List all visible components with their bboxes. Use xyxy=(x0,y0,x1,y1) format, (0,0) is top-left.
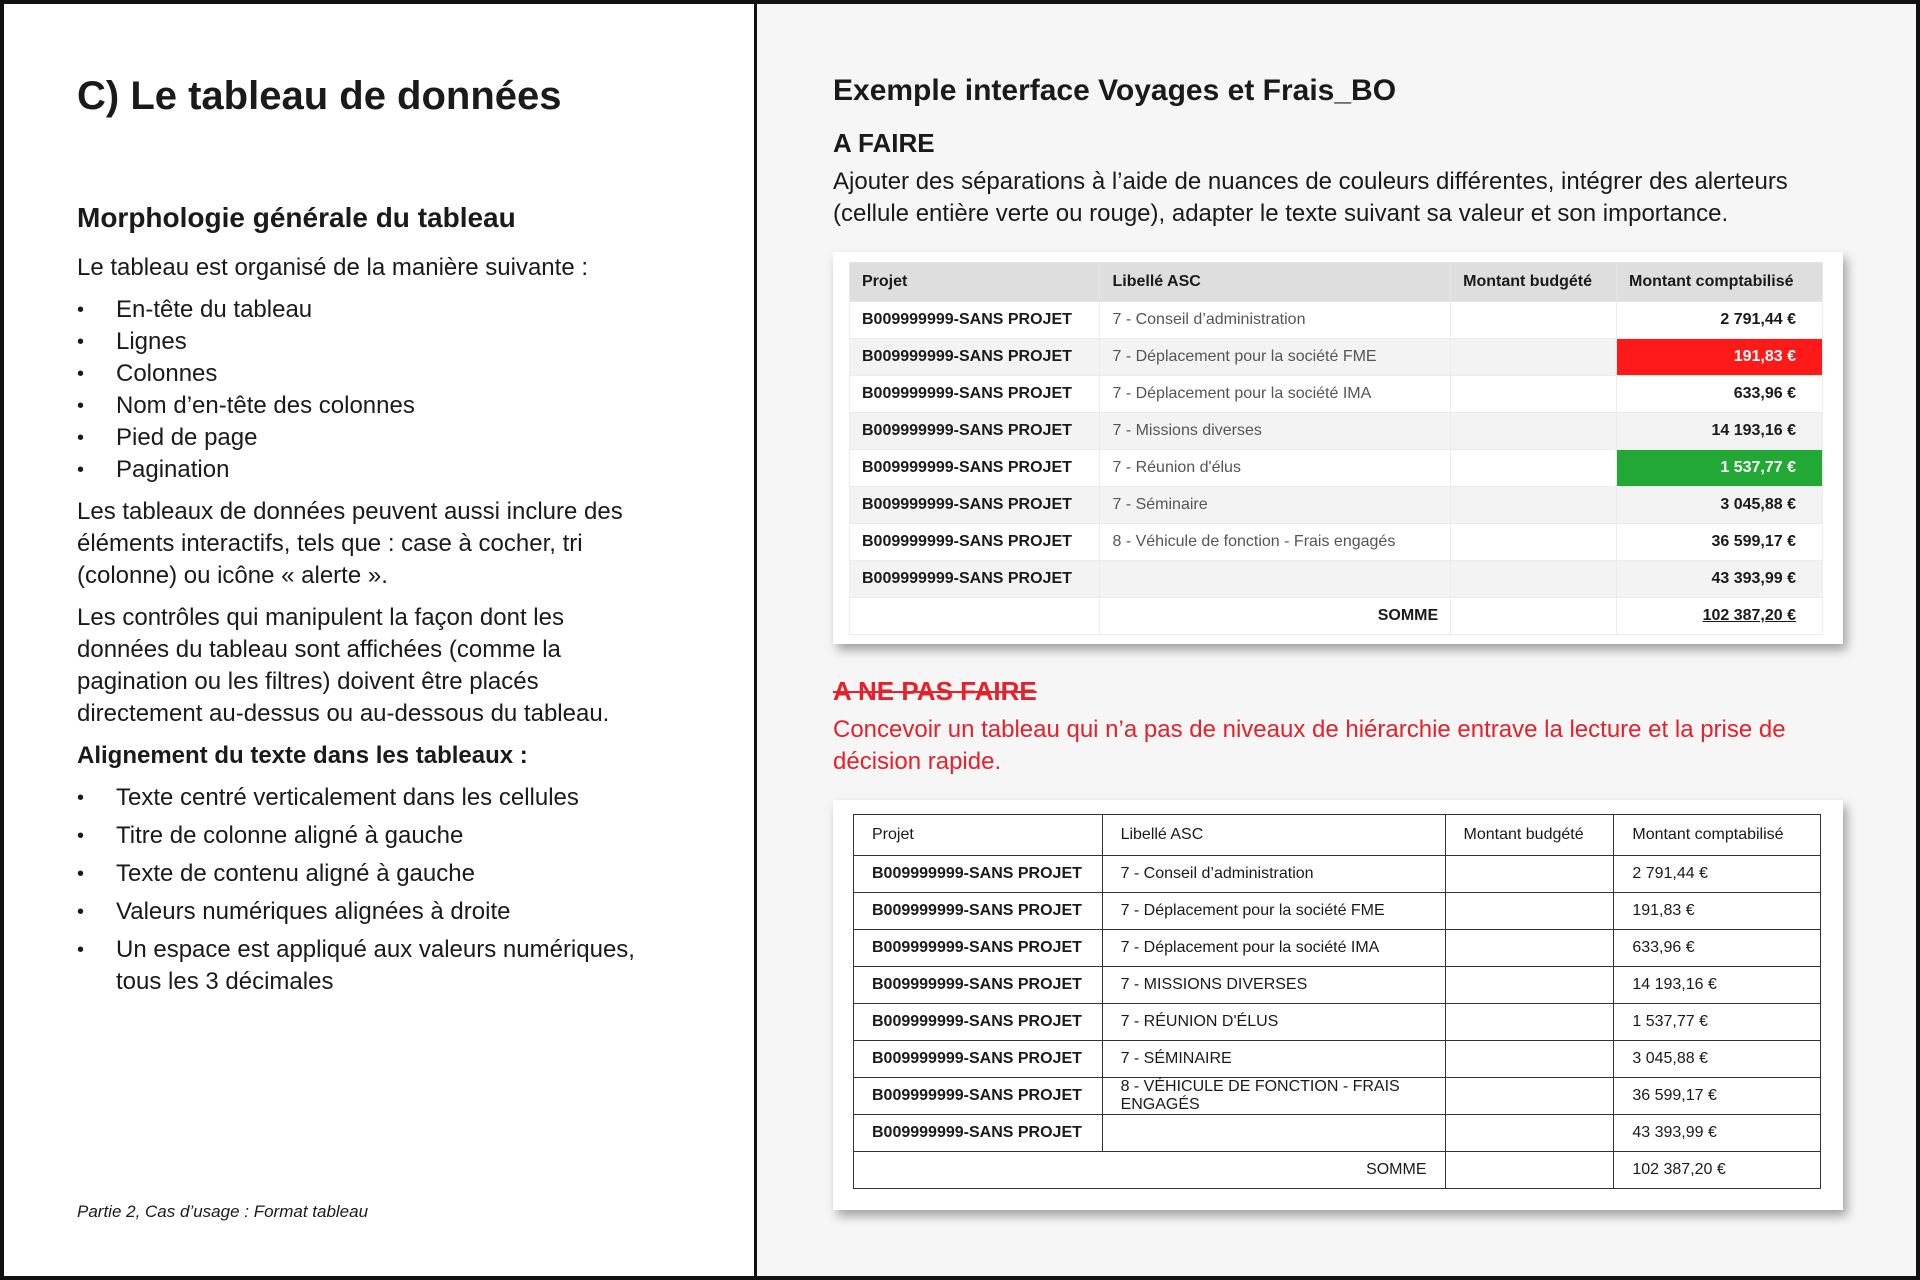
table-row[interactable] xyxy=(854,930,1821,967)
paragraph-interactive: Les tableaux de données peuvent aussi inclure des éléments interactifs, tels que : case à cocher, tri (colonne) ou icône « alerte ». xyxy=(77,498,623,589)
cell-libelle: 8 - Véhicule de fonction - Frais engagés xyxy=(1100,524,1451,561)
cell-projet: B009999999-SANS PROJET xyxy=(850,339,1100,376)
table-row[interactable] xyxy=(854,1004,1821,1041)
table-row[interactable] xyxy=(854,1078,1821,1115)
table-row[interactable] xyxy=(850,450,1823,487)
table-row[interactable] xyxy=(850,339,1823,376)
left-panel xyxy=(4,4,757,1276)
structure-list xyxy=(77,294,637,486)
cell-projet: B009999999-SANS PROJET xyxy=(850,487,1100,524)
left-body xyxy=(77,252,637,1008)
list-item: • Titre de colonne aligné à gauche xyxy=(77,820,637,852)
cell-budget xyxy=(1451,487,1617,524)
table-header-row xyxy=(850,263,1823,302)
cell-compta: 191,83 € xyxy=(1614,893,1821,930)
cell-projet: B009999999-SANS PROJET xyxy=(850,413,1100,450)
cell-libelle: 7 - Missions diverses xyxy=(1100,413,1451,450)
cell-budget xyxy=(1445,1115,1614,1152)
cell-libelle: 7 - MISSIONS DIVERSES xyxy=(1102,967,1445,1004)
page-title: C) Le tableau de données xyxy=(77,74,562,118)
list-item: • Colonnes xyxy=(77,358,637,390)
cell-libelle: 7 - Déplacement pour la société FME xyxy=(1100,339,1451,376)
cell-libelle: 7 - Déplacement pour la société IMA xyxy=(1102,930,1445,967)
cell-budget xyxy=(1451,413,1617,450)
cell-compta: 43 393,99 € xyxy=(1614,1115,1821,1152)
cell-budget xyxy=(1451,524,1617,561)
sum-label: SOMME xyxy=(1100,598,1451,635)
table-row[interactable] xyxy=(854,856,1821,893)
list-item: • Un espace est appliqué aux valeurs numériques, tous les 3 décimales xyxy=(77,934,637,998)
table-row[interactable] xyxy=(850,413,1823,450)
list-item: • En-tête du tableau xyxy=(77,294,637,326)
cell-libelle: 7 - SÉMINAIRE xyxy=(1102,1041,1445,1078)
dont-text: Concevoir un tableau qui n’a pas de niveaux de hiérarchie entrave la lecture et la prise de décision rapide. xyxy=(833,716,1786,775)
cell-empty xyxy=(1451,598,1617,635)
cell-projet: B009999999-SANS PROJET xyxy=(850,524,1100,561)
sum-value: 102 387,20 € xyxy=(1614,1152,1821,1189)
table-row[interactable] xyxy=(854,1115,1821,1152)
alignment-list xyxy=(77,782,637,998)
example-title: Exemple interface Voyages et Frais_BO xyxy=(833,74,1397,107)
cell-budget xyxy=(1451,302,1617,339)
good-table xyxy=(849,262,1823,635)
cell-libelle: 7 - Déplacement pour la société IMA xyxy=(1100,376,1451,413)
list-item: • Nom d’en-tête des colonnes xyxy=(77,390,637,422)
column-header-compta[interactable]: Montant comptabilisé xyxy=(1617,263,1823,302)
cell-libelle xyxy=(1100,561,1451,598)
table-row[interactable] xyxy=(850,487,1823,524)
right-panel xyxy=(757,4,1916,1276)
cell-libelle: 7 - RÉUNION D'ÉLUS xyxy=(1102,1004,1445,1041)
footer-note: Partie 2, Cas d’usage : Format tableau xyxy=(77,1202,369,1221)
cell-libelle: 7 - Conseil d’administration xyxy=(1102,856,1445,893)
cell-compta: 14 193,16 € xyxy=(1617,413,1823,450)
column-header-projet[interactable]: Projet xyxy=(854,815,1103,856)
cell-projet: B009999999-SANS PROJET xyxy=(854,1078,1103,1115)
dont-label: A NE PAS FAIRE xyxy=(833,676,1037,706)
sum-label: SOMME xyxy=(854,1152,1446,1189)
cell-projet: B009999999-SANS PROJET xyxy=(854,1115,1103,1152)
cell-budget xyxy=(1451,561,1617,598)
section-title: Morphologie générale du tableau xyxy=(77,202,516,233)
cell-compta: 36 599,17 € xyxy=(1614,1078,1821,1115)
good-table-card xyxy=(833,252,1843,644)
table-footer-row xyxy=(854,1152,1821,1189)
column-header-budget[interactable]: Montant budgété xyxy=(1445,815,1614,856)
alignment-title: Alignement du texte dans les tableaux : xyxy=(77,742,528,769)
cell-budget xyxy=(1451,339,1617,376)
cell-compta: 633,96 € xyxy=(1614,930,1821,967)
cell-budget xyxy=(1445,967,1614,1004)
cell-compta: 3 045,88 € xyxy=(1617,487,1823,524)
cell-compta: 2 791,44 € xyxy=(1614,856,1821,893)
column-header-libelle[interactable]: Libellé ASC xyxy=(1100,263,1451,302)
cell-budget xyxy=(1445,1078,1614,1115)
cell-compta: 36 599,17 € xyxy=(1617,524,1823,561)
cell-projet: B009999999-SANS PROJET xyxy=(850,376,1100,413)
table-row[interactable] xyxy=(854,967,1821,1004)
list-item: • Valeurs numériques alignées à droite xyxy=(77,896,637,928)
cell-budget xyxy=(1445,856,1614,893)
table-header-row xyxy=(854,815,1821,856)
cell-libelle: 7 - Conseil d’administration xyxy=(1100,302,1451,339)
cell-compta: 3 045,88 € xyxy=(1614,1041,1821,1078)
intro-text: Le tableau est organisé de la manière suivante : xyxy=(77,254,588,281)
table-row[interactable] xyxy=(850,561,1823,598)
alert-cell-compta: 191,83 € xyxy=(1617,339,1823,376)
cell-projet: B009999999-SANS PROJET xyxy=(854,1004,1103,1041)
cell-budget xyxy=(1445,1004,1614,1041)
cell-libelle: 7 - Séminaire xyxy=(1100,487,1451,524)
list-item: • Texte de contenu aligné à gauche xyxy=(77,858,637,890)
sum-value: 102 387,20 € xyxy=(1617,598,1823,635)
bad-table xyxy=(853,814,1821,1189)
cell-budget xyxy=(1445,893,1614,930)
cell-libelle: 7 - Réunion d'élus xyxy=(1100,450,1451,487)
list-item: • Pagination xyxy=(77,454,637,486)
do-text: Ajouter des séparations à l’aide de nuances de couleurs différentes, intégrer des alerteurs (cellule entière verte ou rouge), adapter le texte suivant sa valeur et son importance. xyxy=(833,168,1788,227)
do-label: A FAIRE xyxy=(833,128,935,158)
table-row[interactable] xyxy=(854,1041,1821,1078)
table-footer-row xyxy=(850,598,1823,635)
cell-libelle: 7 - Déplacement pour la société FME xyxy=(1102,893,1445,930)
paragraph-controls: Les contrôles qui manipulent la façon dont les données du tableau sont affichées (comme la pagination ou les filtres) doivent être placés directement au-dessus ou au-dessous du tableau. xyxy=(77,604,610,727)
cell-compta: 14 193,16 € xyxy=(1614,967,1821,1004)
column-header-compta[interactable]: Montant comptabilisé xyxy=(1614,815,1821,856)
list-item: • Texte centré verticalement dans les cellules xyxy=(77,782,637,814)
table-row[interactable] xyxy=(850,376,1823,413)
cell-projet: B009999999-SANS PROJET xyxy=(854,1041,1103,1078)
cell-budget xyxy=(1445,1041,1614,1078)
cell-compta: 633,96 € xyxy=(1617,376,1823,413)
cell-compta: 43 393,99 € xyxy=(1617,561,1823,598)
column-header-projet[interactable]: Projet xyxy=(850,263,1100,302)
cell-budget xyxy=(1451,450,1617,487)
cell-projet: B009999999-SANS PROJET xyxy=(850,561,1100,598)
table-row[interactable] xyxy=(850,524,1823,561)
column-header-libelle[interactable]: Libellé ASC xyxy=(1102,815,1445,856)
cell-projet: B009999999-SANS PROJET xyxy=(850,302,1100,339)
list-item: • Lignes xyxy=(77,326,637,358)
list-item: • Pied de page xyxy=(77,422,637,454)
cell-libelle xyxy=(1102,1115,1445,1152)
cell-libelle: 8 - VÉHICULE DE FONCTION - FRAIS ENGAGÉS xyxy=(1102,1078,1445,1115)
cell-compta: 2 791,44 € xyxy=(1617,302,1823,339)
cell-projet: B009999999-SANS PROJET xyxy=(854,893,1103,930)
cell-compta: 1 537,77 € xyxy=(1614,1004,1821,1041)
cell-projet: B009999999-SANS PROJET xyxy=(854,967,1103,1004)
cell-empty xyxy=(1445,1152,1614,1189)
bad-table-card xyxy=(833,800,1843,1210)
table-row[interactable] xyxy=(854,893,1821,930)
table-row[interactable] xyxy=(850,302,1823,339)
cell-projet: B009999999-SANS PROJET xyxy=(854,930,1103,967)
cell-budget xyxy=(1451,376,1617,413)
cell-empty xyxy=(850,598,1100,635)
cell-projet: B009999999-SANS PROJET xyxy=(854,856,1103,893)
cell-budget xyxy=(1445,930,1614,967)
alert-cell-compta: 1 537,77 € xyxy=(1617,450,1823,487)
cell-projet: B009999999-SANS PROJET xyxy=(850,450,1100,487)
column-header-budget[interactable]: Montant budgété xyxy=(1451,263,1617,302)
